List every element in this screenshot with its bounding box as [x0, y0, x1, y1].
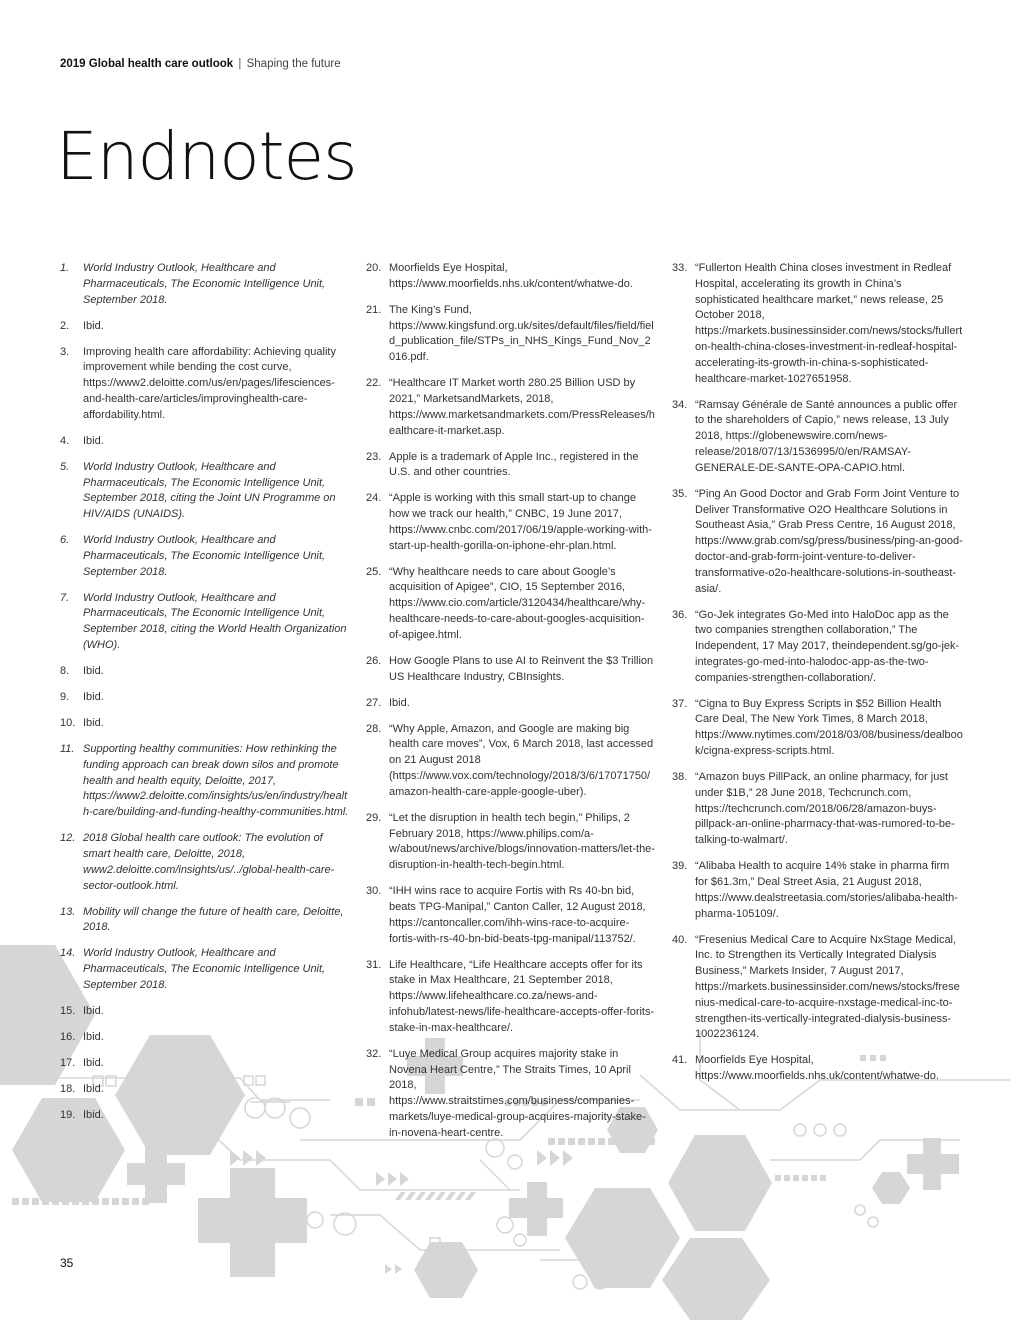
endnote-item — [60, 1082, 350, 1098]
endnote-number: 3. — [60, 345, 70, 358]
endnote-text: “Luye Medical Group acquires majority stake in Novena Heart Centre,” The Straits Times, 10 April 2018, https://www.straitstimes.com/business/companies-markets/luye-medical-group-acquires-majority-stake-in-novena-heart-centre. — [389, 1047, 646, 1139]
endnote-text: Ibid. — [83, 1108, 104, 1121]
endnote-number: 17. — [60, 1056, 76, 1069]
endnote-number: 35. — [672, 487, 688, 500]
endnote-number: 15. — [60, 1004, 76, 1017]
endnote-item — [60, 345, 350, 424]
endnote-item — [366, 565, 656, 644]
hexagon-shape — [872, 1172, 910, 1204]
page-title: Endnotes — [56, 118, 357, 195]
running-header — [60, 58, 341, 70]
endnote-item — [672, 1053, 964, 1085]
endnote-number: 30. — [366, 885, 382, 898]
endnote-item — [366, 450, 656, 482]
arrow-triangles — [376, 1172, 409, 1186]
endnote-number: 7. — [60, 591, 70, 604]
endnote-item — [672, 398, 964, 477]
endnote-text: “Ping An Good Doctor and Grab Form Joint Venture to Deliver Transformative O2O Healthcare Solutions in Southeast Asia,” Grab Press Centre, 16 August 2018, https://www.grab.com/sg/press/business/ping-an-good-doctor-and-grab-form-joint-venture-to-deliver-transformative-o2o-healthcare-solutions-in-southeast-asia/. — [695, 487, 963, 595]
endnote-number: 6. — [60, 534, 70, 547]
endnote-number: 4. — [60, 434, 70, 447]
endnote-text: “Alibaba Health to acquire 14% stake in pharma firm for $61.3m,” Deal Street Asia, 21 August 2018, https://www.dealstreetasia.com/stories/alibaba-health-pharma-105109/. — [695, 860, 958, 920]
endnote-text: Moorfields Eye Hospital, https://www.moorfields.nhs.uk/content/whatwe-do. — [695, 1054, 939, 1083]
endnote-item — [60, 460, 350, 523]
endnote-text: World Industry Outlook, Healthcare and Pharmaceuticals, The Economic Intelligence Unit, September 2018. — [83, 262, 326, 306]
hexagon-shape — [565, 1188, 680, 1288]
endnote-text: “Fullerton Health China closes investment in Redleaf Hospital, accelerating its growth in China’s sophisticated healthcare market,” news release, 25 October 2018, https://markets.businessinsider.com/news/stocks/fullerton-health-china-closes-investment-in-redleaf-hospital-accelerating-its-growth-in-china-s-sophisticated-healthcare-market-1027651958. — [695, 262, 963, 385]
header-separator: | — [238, 58, 242, 70]
endnote-text: Moorfields Eye Hospital, https://www.moorfields.nhs.uk/content/whatwe-do. — [389, 262, 633, 290]
endnote-number: 32. — [366, 1047, 382, 1060]
endnote-number: 10. — [60, 717, 76, 730]
endnote-item — [60, 591, 350, 654]
endnote-number: 2. — [60, 319, 70, 332]
endnote-number: 41. — [672, 1054, 688, 1067]
endnote-item — [366, 884, 656, 947]
endnote-text: “Fresenius Medical Care to Acquire NxStage Medical, Inc. to Strengthen its Vertically Integrated Dialysis Business,” Markets Insider, 7 August 2017, https://markets.businessinsider.com/news/stocks/fresenius-medical-care-to-acquire-nxstage-medical-inc-to-strengthen-its-vertically-integrated-dialysis-business-1002236124. — [695, 933, 960, 1041]
endnote-number: 12. — [60, 832, 76, 845]
endnote-text: How Google Plans to use AI to Reinvent the $3 Trillion US Healthcare Industry, CBInsights. — [389, 654, 654, 683]
endnote-number: 31. — [366, 958, 382, 971]
arrow-triangles — [537, 1150, 573, 1166]
endnote-number: 8. — [60, 665, 70, 678]
endnote-item — [60, 434, 350, 450]
endnote-text: Improving health care affordability: Achieving quality improvement while bending the cost curve, https://www2.deloitte.com/us/en/pages/lifesciences-and-health-care/articles/improvinghealth-care-affordability.html. — [83, 345, 336, 421]
endnote-text: Ibid. — [389, 696, 410, 709]
endnote-text: World Industry Outlook, Healthcare and Pharmaceuticals, The Economic Intelligence Unit, September 2018. — [83, 534, 326, 578]
endnote-text: “Why healthcare needs to care about Google’s acquisition of Apigee”, CIO, 15 September 2016, https://www.cio.com/article/3120434/healthcare/why-healthcare-needs-to-care-about-googles-acquisition-of-apigee.html. — [389, 565, 646, 641]
endnote-text: Life Healthcare, “Life Healthcare accepts offer for its stake in Max Healthcare, 21 September 2018, https://www.lifehealthcare.co.za/news-and-infohub/latest-news/life-healthcare-accepts-offer-forits-stake-in-max-healthcare/. — [389, 958, 655, 1034]
endnote-text: “Amazon buys PillPack, an online pharmacy, for just under $1B,” 28 June 2018, Techcrunch.com, https://techcrunch.com/2018/06/28/amazon-buys-pillpack-an-online-pharmacy-that-was-rumored-to-be-talking-to-walmart/. — [695, 771, 955, 847]
endnote-number: 18. — [60, 1082, 76, 1095]
endnote-item — [366, 958, 656, 1037]
plus-cross-shape — [907, 1138, 959, 1190]
endnote-item — [672, 261, 964, 387]
endnote-text: Supporting healthy communities: How rethinking the funding approach can break down silos and promote health and health equity, Deloitte, 2017, https://www2.deloitte.com/insights/us/en/industry/health-care/building-and-funding-healthy-communities.html. — [83, 743, 349, 819]
endnote-item — [366, 722, 656, 801]
endnote-number: 19. — [60, 1108, 76, 1121]
endnote-item — [60, 1004, 350, 1020]
endnote-item — [60, 1056, 350, 1072]
page-number: 35 — [60, 1256, 74, 1270]
endnotes-column-3 — [672, 261, 964, 1095]
endnote-number: 40. — [672, 933, 688, 946]
endnote-text: Ibid. — [83, 717, 104, 730]
endnote-number: 29. — [366, 811, 382, 824]
endnote-item — [60, 905, 350, 937]
endnote-item — [672, 933, 964, 1044]
endnote-number: 36. — [672, 608, 688, 621]
endnote-number: 22. — [366, 377, 382, 390]
endnote-item — [60, 1108, 350, 1124]
endnote-number: 5. — [60, 460, 70, 473]
endnote-text: Ibid. — [83, 319, 104, 332]
endnote-item — [672, 859, 964, 922]
endnote-item — [366, 303, 656, 366]
endnote-item — [60, 319, 350, 335]
endnote-text: Ibid. — [83, 1056, 104, 1069]
endnote-number: 34. — [672, 398, 688, 411]
endnote-item — [366, 811, 656, 874]
endnote-number: 27. — [366, 696, 382, 709]
endnote-item — [366, 376, 656, 439]
endnote-text: Ibid. — [83, 665, 104, 678]
endnote-text: Ibid. — [83, 434, 104, 447]
endnote-number: 21. — [366, 303, 382, 316]
endnote-text: World Industry Outlook, Healthcare and Pharmaceuticals, The Economic Intelligence Unit, September 2018. — [83, 947, 326, 991]
endnote-item — [60, 716, 350, 732]
endnote-number: 13. — [60, 905, 76, 918]
endnote-text: The King’s Fund, https://www.kingsfund.org.uk/sites/default/files/field/field_publication_file/STPs_in_NHS_Kings_Fund_Nov_2016.pdf. — [389, 303, 654, 364]
endnote-number: 9. — [60, 691, 70, 704]
endnote-item — [60, 742, 350, 821]
endnote-item — [60, 533, 350, 580]
endnote-item — [60, 690, 350, 706]
endnote-item — [672, 770, 964, 849]
endnote-text: Ibid. — [83, 1004, 104, 1017]
endnote-item — [60, 831, 350, 894]
hexagon-shape — [668, 1135, 772, 1231]
endnote-item — [366, 261, 656, 293]
endnote-text: Mobility will change the future of health care, Deloitte, 2018. — [83, 905, 344, 934]
endnote-item — [672, 608, 964, 687]
endnote-item — [60, 1030, 350, 1046]
endnote-text: “Why Apple, Amazon, and Google are making big health care moves”, Vox, 6 March 2018, last accessed on 21 August 2018 (https://www.vox.com/technology/2018/3/6/17071750/amazon-health-care-apple-google-uber). — [389, 722, 654, 798]
endnote-item — [60, 261, 350, 308]
endnote-number: 24. — [366, 492, 382, 505]
endnote-number: 26. — [366, 654, 382, 667]
endnote-number: 25. — [366, 565, 382, 578]
endnote-number: 38. — [672, 771, 688, 784]
endnote-item — [366, 696, 656, 712]
endnote-number: 16. — [60, 1030, 76, 1043]
diagonal-stripes — [395, 1192, 476, 1200]
endnote-text: Apple is a trademark of Apple Inc., registered in the U.S. and other countries. — [389, 450, 639, 479]
square-strip — [775, 1175, 826, 1181]
arrow-triangles — [385, 1264, 402, 1274]
endnote-number: 37. — [672, 697, 688, 710]
endnote-item — [672, 697, 964, 760]
endnote-text: 2018 Global health care outlook: The evolution of smart health care, Deloitte, 2018, www2.deloitte.com/insights/us/../global-health-care-sector-outlook.html. — [83, 832, 335, 892]
endnote-number: 28. — [366, 722, 382, 735]
endnotes-column-1 — [60, 261, 350, 1134]
endnote-number: 1. — [60, 262, 70, 274]
endnote-item — [366, 1047, 656, 1142]
endnote-text: Ibid. — [83, 1030, 104, 1043]
arrow-triangles — [230, 1150, 266, 1166]
endnote-item — [60, 946, 350, 993]
report-title: 2019 Global health care outlook — [60, 58, 234, 70]
endnote-number: 14. — [60, 947, 76, 960]
endnote-number: 33. — [672, 262, 688, 274]
endnote-number: 23. — [366, 450, 382, 463]
endnote-item — [60, 664, 350, 680]
endnote-text: “Ramsay Générale de Santé announces a public offer to the shareholders of Capio,” news release, 13 July 2018, https://globenewswire.com/news-release/2018/07/13/1536995/0/en/RAMSAY-GENERALE-DE-SANTE-OPA-CAPIO.html. — [695, 398, 958, 474]
endnote-text: Ibid. — [83, 1082, 104, 1095]
endnote-text: Ibid. — [83, 691, 104, 704]
hexagon-shape — [662, 1238, 770, 1320]
endnote-text: “Apple is working with this small start-up to change how we track our health,” CNBC, 19 June 2017, https://www.cnbc.com/2017/06/19/apple-working-with-start-up-health-gorilla-on-iphone-ehr-plan.html. — [389, 492, 652, 552]
endnotes-column-2 — [366, 261, 656, 1152]
report-subtitle: Shaping the future — [246, 58, 341, 70]
endnote-text: “Healthcare IT Market worth 280.25 Billion USD by 2021,” MarketsandMarkets, 2018, https://www.marketsandmarkets.com/PressReleases/healthcare-it-market.asp. — [389, 377, 655, 437]
endnote-item — [366, 491, 656, 554]
plus-cross-shape — [198, 1168, 307, 1277]
endnote-text: “Let the disruption in health tech begin,” Philips, 2 February 2018, https://www.philips.com/a-w/about/news/archive/blogs/innovation-matters/let-the-disruption-in-health-tech-begin.html. — [389, 811, 655, 872]
endnote-number: 39. — [672, 860, 688, 873]
endnote-item — [672, 487, 964, 598]
endnote-text: “Cigna to Buy Express Scripts in $52 Billion Health Care Deal, The New York Times, 8 March 2018, https://www.nytimes.com/2018/03/08/business/dealbook/cigna-express-scripts.html. — [695, 697, 963, 758]
endnote-text: World Industry Outlook, Healthcare and Pharmaceuticals, The Economic Intelligence Unit, September 2018, citing the World Health Organization (WHO). — [83, 591, 347, 652]
endnote-text: “IHH wins race to acquire Fortis with Rs 40-bn bid, beats TPG-Manipal,” Canton Caller, 12 August 2018, https://cantoncaller.com/ihh-wins-race-to-acquire-fortis-with-rs-40-bn-bid-beats-tpg-manipal/113752/. — [389, 885, 646, 945]
endnote-number: 20. — [366, 262, 382, 274]
endnote-text: World Industry Outlook, Healthcare and Pharmaceuticals, The Economic Intelligence Unit, September 2018, citing the Joint UN Programme on HIV/AIDS (UNAIDS). — [83, 460, 336, 521]
endnote-item — [366, 654, 656, 686]
endnote-text: “Go-Jek integrates Go-Med into HaloDoc app as the two companies strengthen collaboration,” The Independent, 17 May 2017, theindependent.sg/go-jek-integrates-go-med-into-halodoc-app-as-the-two-companies-strengthen-collaboration/. — [695, 608, 960, 684]
endnote-number: 11. — [60, 743, 75, 755]
